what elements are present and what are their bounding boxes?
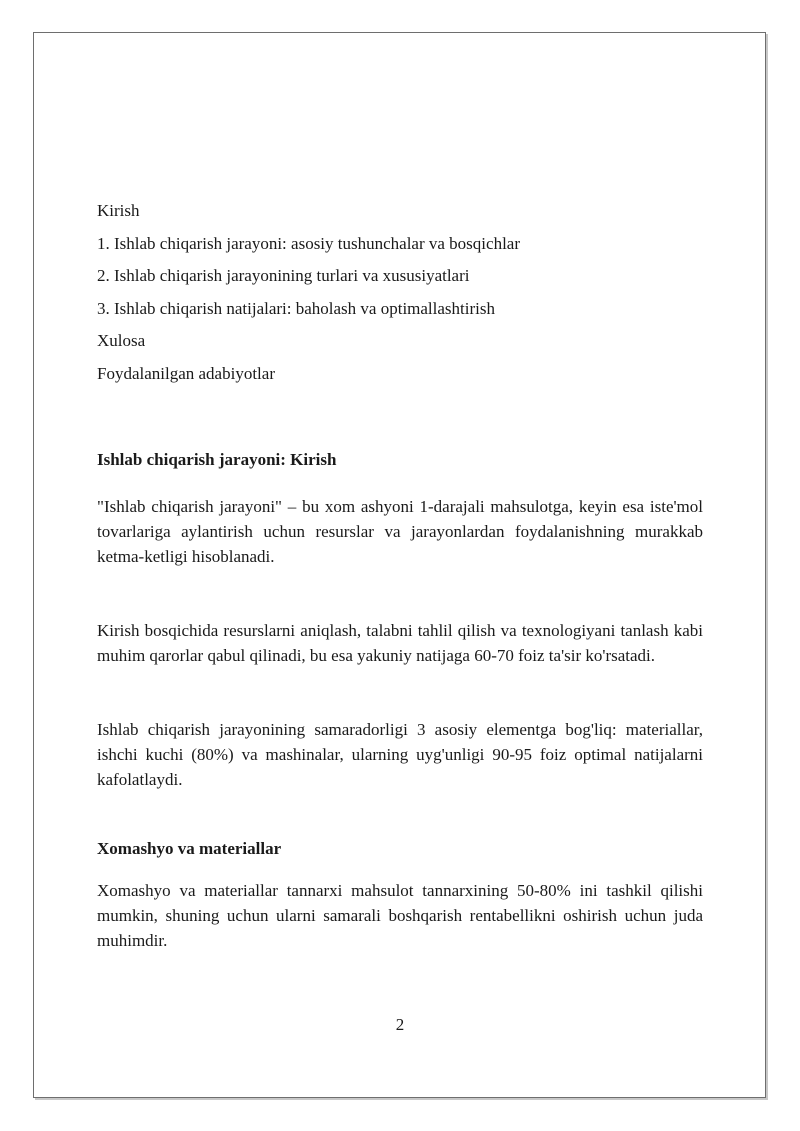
section-heading-intro: Ishlab chiqarish jarayoni: Kirish bbox=[97, 449, 337, 469]
toc-item-references: Foydalanilgan adabiyotlar bbox=[97, 363, 275, 383]
toc-item-section-2: 2. Ishlab chiqarish jarayonining turlari va xususiyatlari bbox=[97, 266, 470, 286]
paragraph-efficiency: Ishlab chiqarish jarayonining samaradorligi 3 asosiy elementga bog'liq: materiallar, ishchi kuchi (80%) va mashinalar, ularning uyg'unligi 90-95 foiz optimal natijalarni kafolatlaydi. bbox=[97, 719, 703, 789]
page-number: 2 bbox=[395, 1015, 405, 1034]
toc-item-kirish: Kirish bbox=[97, 201, 140, 220]
toc-item-section-3: 3. Ishlab chiqarish natijalari: baholash va optimallashtirish bbox=[97, 298, 495, 318]
paragraph-definition: "Ishlab chiqarish jarayoni" – bu xom ashyoni 1-darajali mahsulotga, keyin esa iste'mol tovarlariga aylantirish uchun resurslar va jarayonlardan foydalanishning murakkab ketma-ketligi hisoblanadi. bbox=[97, 496, 703, 566]
toc-item-xulosa: Xulosa bbox=[97, 331, 146, 351]
toc-item-section-1: 1. Ishlab chiqarish jarayoni: asosiy tushunchalar va bosqichlar bbox=[97, 233, 520, 253]
table-of-contents bbox=[97, 200, 703, 385]
page-content bbox=[97, 200, 703, 953]
paragraph-intro-stage: Kirish bosqichida resurslarni aniqlash, talabni tahlil qilish va texnologiyani tanlash kabi muhim qarorlar qabul qilinadi, bu esa yakuniy natijaga 60-70 foiz ta'sir ko'rsatadi. bbox=[97, 620, 703, 665]
paragraph-materials-cost: Xomashyo va materiallar tannarxi mahsulot tannarxining 50-80% ini tashkil qilishi mumkin, shuning uchun ularni samarali boshqarish rentabellikni oshirish uchun juda muhimdir. bbox=[97, 880, 703, 950]
section-heading-materials: Xomashyo va materiallar bbox=[97, 838, 282, 858]
